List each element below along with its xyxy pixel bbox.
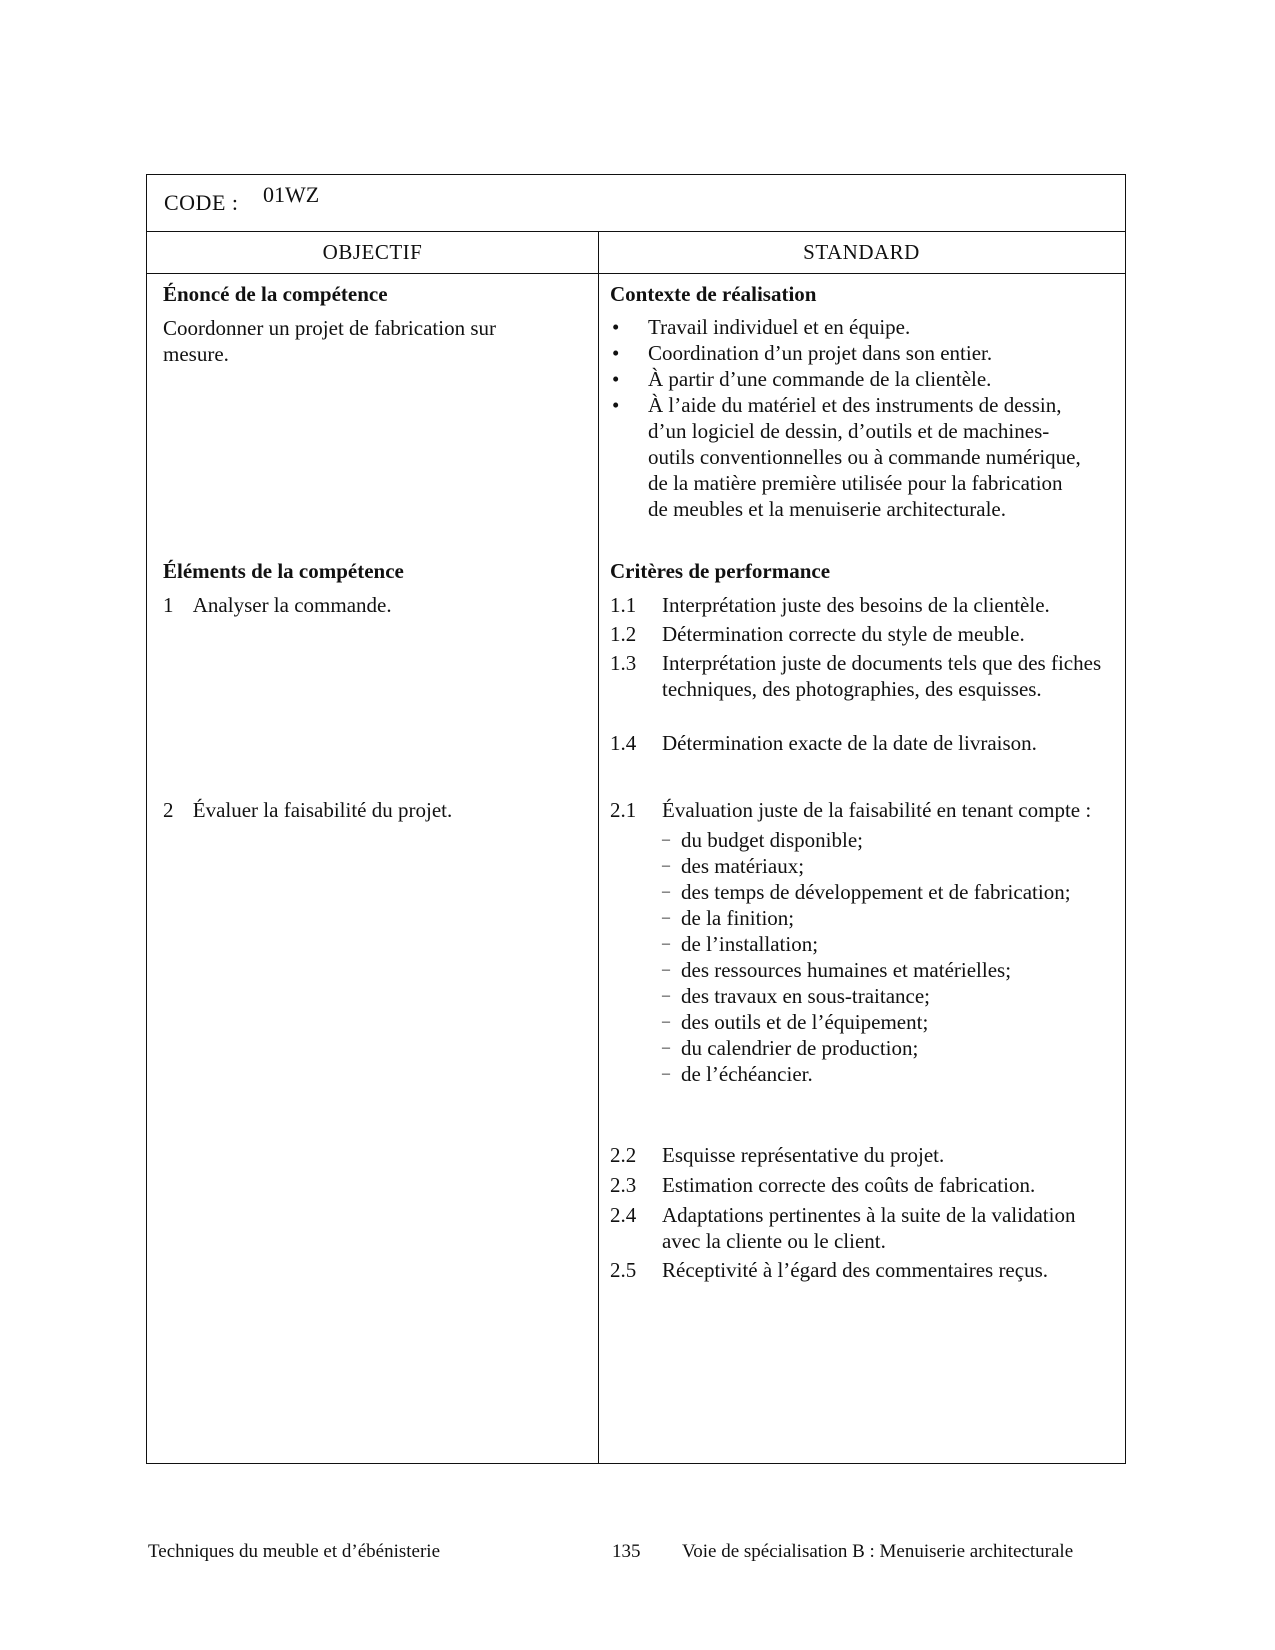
enonce-title: Énoncé de la compétence: [163, 282, 388, 306]
list-item: – de l’échéancier.: [662, 1062, 813, 1086]
enonce-text: Coordonner un projet de fabrication sur mesure.: [163, 316, 496, 366]
list-item: – des ressources humaines et matérielles;: [662, 958, 1012, 982]
critere-1-3: 1.3 Interprétation juste de documents tels que des fiches techniques, des photographies, des esquisses.: [610, 651, 1102, 701]
critere-1-2: 1.2 Détermination correcte du style de meuble.: [610, 622, 1025, 646]
critere-2-5: 2.5 Réceptivité à l’égard des commentaires reçus.: [610, 1258, 1048, 1282]
header-objectif: OBJECTIF: [147, 231, 598, 274]
elements-title: Éléments de la compétence: [163, 559, 404, 583]
code-value: 01WZ: [263, 182, 320, 207]
page-number: 135: [612, 1541, 641, 1562]
list-item: – du calendrier de production;: [662, 1036, 919, 1060]
element-num: 1: [163, 593, 174, 617]
element-text: Analyser la commande.: [192, 593, 392, 617]
list-item: • À l’aide du matériel et des instruments de dessin, d’un logiciel de dessin, d’outils et de machines-outils conventionnelles ou à commande numérique, de la matière première utilisée pour la fabrication de meubles et la menuiserie architecturale.: [612, 393, 1081, 521]
element-item-1: [163, 592, 392, 618]
critere-2-2: 2.2 Esquisse représentative du projet.: [610, 1143, 945, 1167]
footer-right: Voie de spécialisation B : Menuiserie architecturale: [682, 1541, 1074, 1562]
footer-left: Techniques du meuble et d’ébénisterie: [148, 1541, 441, 1562]
code-label: CODE :: [164, 190, 239, 215]
critere-2-1: 2.1 Évaluation juste de la faisabilité en tenant compte : – du budget disponible; – des matériaux; – des temps de développement et de fabrication; – de la finition; – de l’installation; – des ressources humaines et matérielles; – des travaux en sous-traitance; – des outils et de l’équipement; – du calendrier de production; – de l’échéancier.: [610, 797, 1115, 1087]
list-item: • Travail individuel et en équipe.: [612, 315, 911, 339]
critere-2-3: 2.3 Estimation correcte des coûts de fabrication.: [610, 1173, 1036, 1197]
element-text: Évaluer la faisabilité du projet.: [192, 798, 453, 822]
contexte-title: Contexte de réalisation: [610, 282, 817, 306]
critere-2-1-sublist: [662, 827, 1115, 1087]
criteres-title: Critères de performance: [610, 559, 831, 583]
critere-2-1-text: Évaluation juste de la faisabilité en tenant compte :: [662, 798, 1092, 822]
competency-table: [146, 174, 1126, 1464]
element-num: 2: [163, 798, 174, 822]
list-item: – des temps de développement et de fabrication;: [662, 880, 1071, 904]
list-item: • À partir d’une commande de la clientèle.: [612, 367, 992, 391]
header-standard: STANDARD: [598, 231, 1125, 274]
critere-1-1: 1.1 Interprétation juste des besoins de la clientèle.: [610, 593, 1050, 617]
list-item: – de la finition;: [662, 906, 795, 930]
code-row: [147, 175, 1125, 232]
critere-1-4: 1.4 Détermination exacte de la date de livraison.: [610, 731, 1037, 755]
list-item: – des outils et de l’équipement;: [662, 1010, 929, 1034]
list-item: – du budget disponible;: [662, 828, 863, 852]
list-item: – des travaux en sous-traitance;: [662, 984, 930, 1008]
list-item: • Coordination d’un projet dans son entier.: [612, 341, 993, 365]
list-item: – des matériaux;: [662, 854, 805, 878]
list-item: – de l’installation;: [662, 932, 819, 956]
contexte-list: [610, 314, 1085, 522]
critere-2-4: 2.4 Adaptations pertinentes à la suite de la validation avec la cliente ou le client.: [610, 1203, 1076, 1253]
element-item-2: [163, 797, 452, 823]
column-divider: [598, 231, 599, 1463]
